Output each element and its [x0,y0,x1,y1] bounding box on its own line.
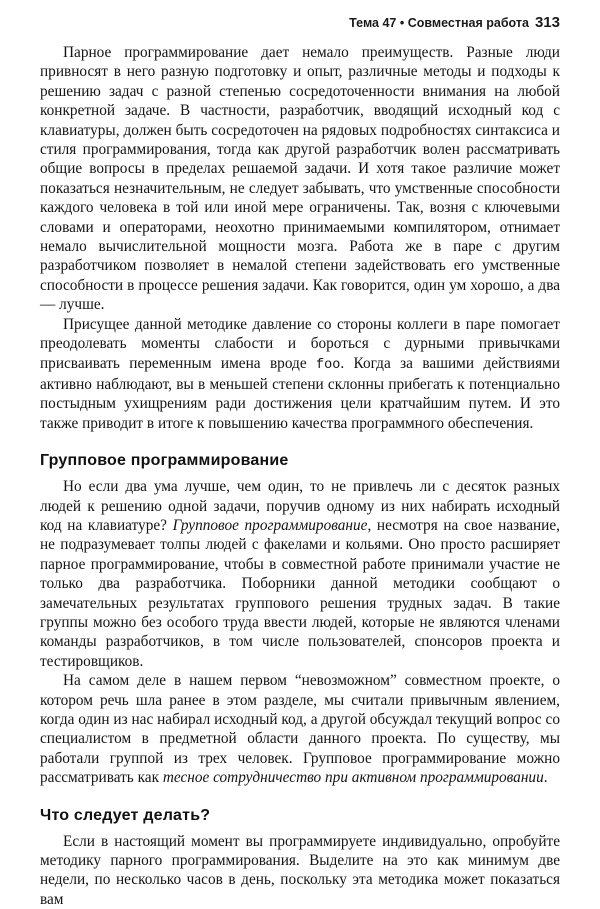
paragraph-text: Присущее данной методике давление со стороны коллеги в паре помогает преодолевать моменты слабости и бороться с дурными привычками присваивать переменным имена вроде [40,315,560,372]
paragraph-what-to-do [40,832,560,909]
paragraph-peer-pressure [40,315,560,433]
page-body [40,43,560,909]
heading-group-programming: Групповое программирование [40,452,289,470]
paragraph-pair-benefits [40,43,560,315]
page-number: 313 [534,14,560,31]
paragraph-text: . [543,769,548,787]
paragraph-text: , несмотря на свое название, не подразумевает толпы людей с факелами и кольями. Оно просто расширяет парное программирование, чтобы в совместной работе принимали участие не только два разработчика. Поборники данной методики сообщают о замечательных результатах группового решения трудных задач. В такие группы можно без особого труда ввести людей, которые не являются членами команды разработчиков, в том числе пользователей, спонсоров проекта и тестировщиков. [40,516,560,670]
code-foo: foo [316,357,341,373]
heading-what-to-do: Что следует делать? [40,806,211,824]
term-group-programming: Групповое программирование [172,516,368,534]
paragraph-text: Но если два ума лучше, чем один, то не привлечь ли с десяток разных людей к решению одной задачи, поручив одному из них набирать исходный код на клавиатуре? [40,478,560,534]
running-header [349,14,560,31]
paragraph-text: На самом деле в нашем первом “невозможном” совместном проекте, о котором речь шла ранее в этом разделе, мы считали привычным явлением, когда один из нас набирал исходный код, а другой обсуждал текущий вопрос со специалистом в предметной области данного проекта. По существу, мы работали группой из трех человек. Групповое программирование можно рассматривать как [40,672,560,787]
paragraph-group-example [40,671,560,787]
term-close-collaboration: тесное сотрудничество при активном программировании [162,769,544,787]
paragraph-group-intro [40,477,560,671]
header-section-title: Тема 47 • Совместная работа [349,16,529,30]
paragraph-text: Парное программирование дает немало преимуществ. Разные люди привносят в него разную подготовку и опыт, различные методы и подходы к решению задач с разной степенью сосредоточенности внимания на любой конкретной задаче. В частности, разработчик, вводящий исходный код с клавиатуры, должен быть сосредоточен на рядовых подробностях синтаксиса и стиля программирования, тогда как другой разработчик волен рассматривать общие вопросы в пределах решаемой задачи. И хотя такое различие может показаться незначительным, не следует забывать, что умственные способности каждого человека в той или иной мере ограничены. Так, возня с ключевыми словами и операторами, неохотно принимаемыми компилятором, отнимает немало вычислительной мощности мозга. Работа же в паре с другим разработчиком позволяет в немалой степени задействовать его умственные способности в процессе решения задачи. Как говорится, один ум хорошо, а два — лучше. [40,44,560,314]
paragraph-text: . Когда за вашими действиями активно наблюдают, вы в меньшей степени склонны прибегать к потенциально постыдным ухищрениям ради достижения цели кратчайшим путем. И это также приводит в итоге к повышению качества программного обеспечения. [40,354,560,432]
paragraph-text: Если в настоящий момент вы программируете индивидуально, опробуйте методику парного программирования. Выделите на это как минимум две недели, по несколько часов в день, поскольку эта методика может показаться вам [40,832,560,908]
